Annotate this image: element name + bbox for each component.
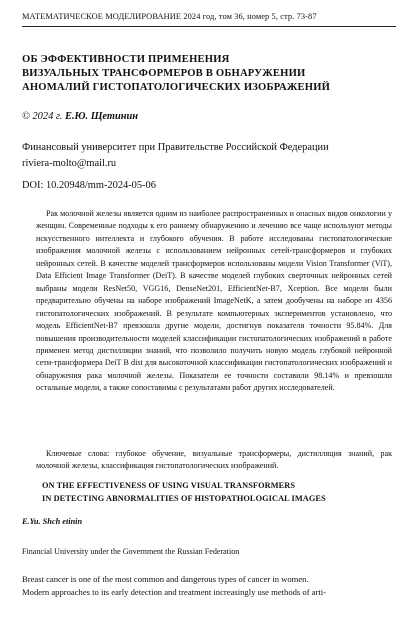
author-name-ru: Е.Ю. Щетинин	[65, 111, 139, 122]
author-line-ru	[22, 111, 138, 122]
title-ru-line: ОБ ЭФФЕКТИВНОСТИ ПРИМЕНЕНИЯ	[22, 54, 230, 65]
title-en-line: IN DETECTING ABNORMALITIES OF HISTOPATHOLOGICAL IMAGES	[42, 493, 326, 503]
body-line: Breast cancer is one of the most common and dangerous types of cancer in women.	[22, 574, 309, 584]
affiliation-block-ru	[22, 140, 329, 171]
title-en	[42, 480, 326, 506]
affiliation-ru: Финансовый университет при Правительстве Российской Федерации	[22, 142, 329, 153]
copyright: © 2024 г.	[22, 111, 63, 122]
title-ru-line: АНОМАЛИЙ ГИСТОПАТОЛОГИЧЕСКИХ ИЗОБРАЖЕНИЙ	[22, 82, 331, 94]
header-rule	[22, 26, 396, 27]
doi: DOI: 10.20948/mm-2024-05-06	[22, 180, 156, 191]
keywords-ru: Ключевые слова: глубокое обучение, визуальные трансформеры, дистилляция знаний, рак молочной железы, классификация гистопатологических изображений.	[36, 449, 392, 471]
author-email: riviera-molto@mail.ru	[22, 157, 117, 169]
body-text-en	[22, 573, 394, 599]
title-ru	[22, 53, 382, 96]
title-ru-line: ВИЗУАЛЬНЫХ ТРАНСФОРМЕРОВ В ОБНАРУЖЕНИИ	[22, 68, 306, 80]
journal-header: МАТЕМАТИЧЕСКОЕ МОДЕЛИРОВАНИЕ 2024 год, том 36, номер 5, стр. 73-87	[22, 12, 317, 21]
abstract-ru: Рак молочной железы является одним из наиболее распространенных и опасных видов онкологии у женщин. Современные подходы к его раннему обнаружению и лечению все чаще используют методы искусственного интеллекта и глубокого обучения. В работе исследованы гистопатологические изображения молочной железы с использованием нейронных сетей-трансформеров и глубоких нейронных сетей. В качестве моделей трансформеров использованы модели Vision Transformer (ViT), Data Efficient Image Transformer (DeiT). В качестве моделей глубоких сверточных нейронных сетей выбраны модели ResNet50, VGG16, DenseNet201, EfficientNet-B7, Xception. Все модели были предварительно обучены на наборе изображений ImageNetK, а затем дообучены на наборе из 4356 гистопатологических изображений. В результате компьютерных экспериментов установлено, что модель EfficientNet-B7 превзошла другие модели, достигнув показателя точности 95.84%. Для повышения производительности моделей классификации гистопатологических изображений в работе применен метод дистилляции знаний, что позволило получить новую модель глубокой нейронной сети-трансформера DeiT B dist для высокоточной классификации гистопатологических изображений и обнаружения рака молочной железы. Показатели ее точности составили 98.14% и превзошли остальные модели, а также сопоставимы с результатами работ других исследователей.	[36, 209, 392, 393]
title-en-line: ON THE EFFECTIVENESS OF USING VISUAL TRANSFORMERS	[42, 481, 296, 490]
affiliation-en: Financial University under the Government the Russian Federation	[22, 547, 240, 556]
author-name-en: E.Yu. Shch etinin	[22, 517, 83, 526]
body-line: Modern approaches to its early detection and treatment increasingly use methods of arti-	[22, 587, 327, 598]
